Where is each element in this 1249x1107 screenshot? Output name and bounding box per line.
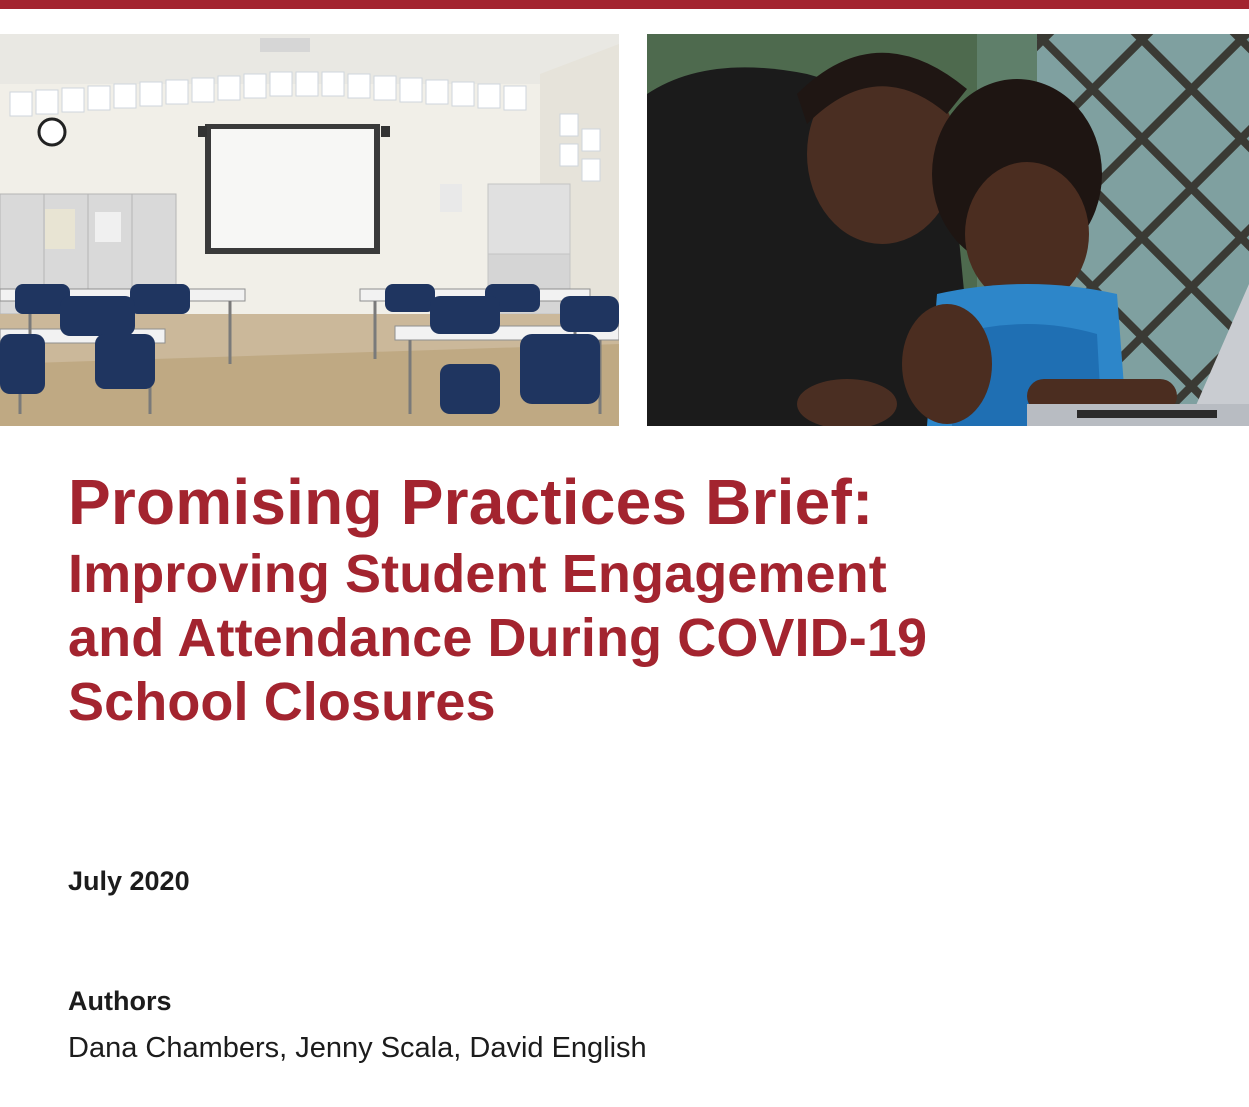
parent-child-illustration: [647, 34, 1249, 426]
top-accent-bar: [0, 0, 1249, 9]
authors-list: Dana Chambers, Jenny Scala, David English: [68, 1032, 647, 1064]
title-block: [68, 462, 1218, 734]
page-subtitle: [68, 542, 1218, 734]
subtitle-line-3: School Closures: [68, 672, 496, 732]
authors-heading: Authors: [68, 986, 172, 1016]
subtitle-line-2: and Attendance During COVID-19: [68, 608, 928, 668]
classroom-illustration: [0, 34, 619, 426]
page-title: Promising Practices Brief:: [68, 466, 874, 538]
classroom-photo: [0, 34, 619, 426]
parent-child-laptop-photo: [647, 34, 1249, 426]
publication-date: July 2020: [68, 866, 190, 896]
subtitle-line-1: Improving Student Engagement: [68, 544, 887, 604]
